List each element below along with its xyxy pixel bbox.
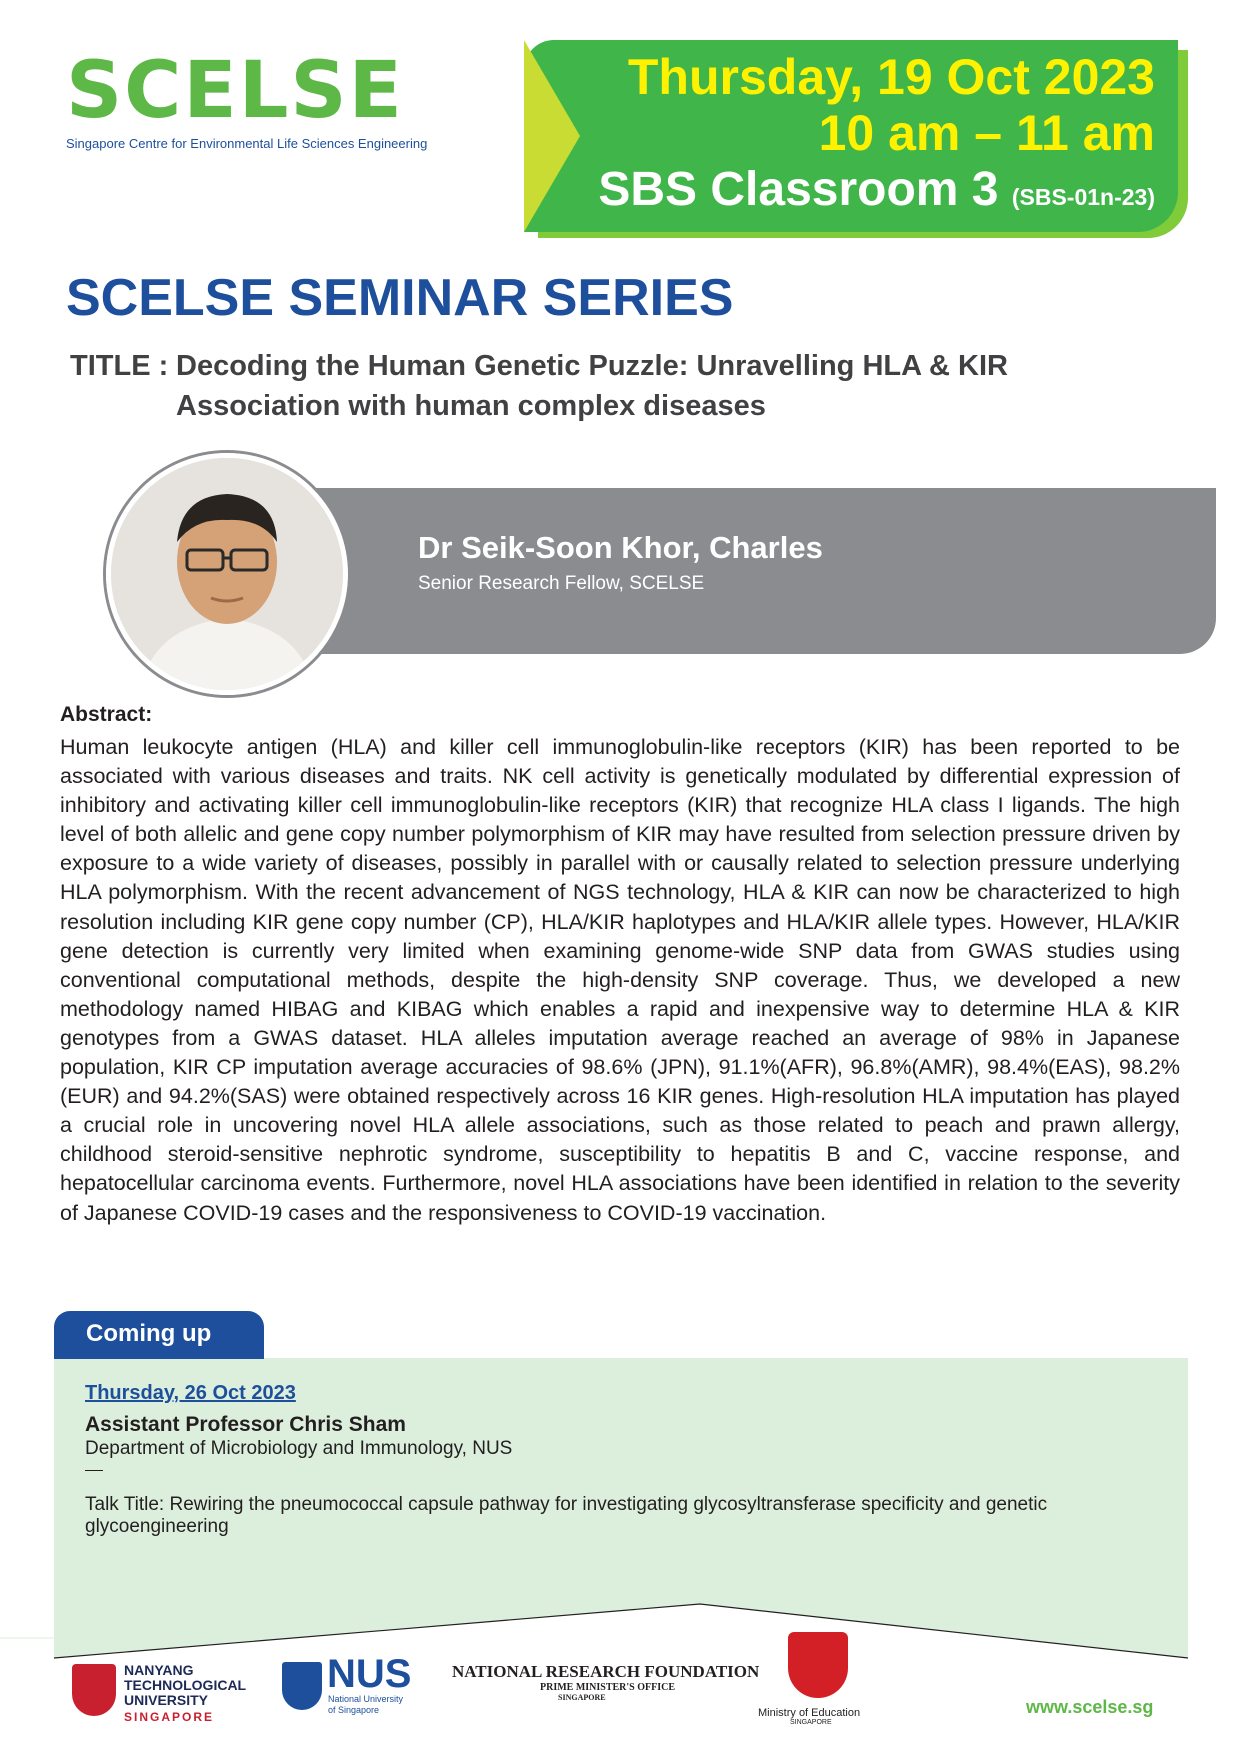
abstract-heading: Abstract: [60, 703, 153, 726]
scelse-logo-subtitle: Singapore Centre for Environmental Life Sciences Engineering [66, 136, 428, 151]
event-venue-name: SBS Classroom 3 [598, 163, 999, 216]
nus-logo-sub-2: of Singapore [328, 1705, 380, 1715]
ntu-crest-icon [72, 1664, 116, 1716]
event-venue [598, 163, 1155, 216]
next-seminar-department: Department of Microbiology and Immunology, NUS [85, 1438, 513, 1459]
website-link[interactable]: www.scelse.sg [1026, 1697, 1154, 1717]
abstract-body: Human leukocyte antigen (HLA) and killer cell immunoglobulin-like receptors (KIR) has been reported to be associated with various diseases and traits. NK cell activity is genetically modulated by differential expression of inhibitory and activating killer cell immunoglobulin-like receptors (KIR) that recognize HLA class I ligands. The high level of both allelic and gene copy number polymorphism of KIR may have resulted from selection pressure driven by exposure to a wide variety of diseases, possibly in parallel with or causally related to selection pressure underlying HLA polymorphism. With the recent advancement of NGS technology, HLA & KIR can now be characterized to high resolution including KIR gene copy number (CP), HLA/KIR haplotypes and HLA/KIR allele types. However, HLA/KIR gene detection is currently very limited when examining genome-wide SNP data from GWAS studies using conventional computational methods, despite the high-density SNP coverage. Thus, we developed a new methodology named HIBAG and KIBAG which enables a rapid and inexpensive way to determine HLA & KIR genotypes from a GWAS dataset. HLA alleles imputation average reached an average of 98% in Japanese population, KIR CP imputation average accuracies of 98.6% (JPN), 91.1%(AFR), 96.8%(AMR), 98.4%(EAS), 98.2%(EUR) and 94.2%(SAS) were obtained respectively across 16 KIR genes. High-resolution HLA imputation has played a crucial role in uncovering novel HLA allele associations, such as those related to peach and prawn allergy, childhood steroid-sensitive nephrotic syndrome, susceptibility to hepatitis B and C, vaccine response, and hepatocellular carcinoma events. Furthermore, novel HLA associations have been identified in relation to the severity of Japanese COVID-19 cases and the responsiveness to COVID-19 vaccination. [60, 735, 1180, 1225]
series-title: SCELSE SEMINAR SERIES [66, 269, 734, 327]
event-venue-code: (SBS-01n-23) [1011, 184, 1155, 210]
footer-wave [0, 1600, 1241, 1670]
ntu-logo-line-4: SINGAPORE [124, 1710, 215, 1724]
next-seminar-speaker: Assistant Professor Chris Sham [85, 1413, 406, 1436]
scelse-logo: SCELSE [66, 46, 404, 136]
nrf-office: PRIME MINISTER'S OFFICE [540, 1682, 676, 1693]
nus-logo-sub-1: National University [328, 1694, 404, 1704]
speaker-photo [106, 453, 348, 695]
nrf-logo: NATIONAL RESEARCH FOUNDATION [452, 1662, 760, 1681]
speaker-portrait-icon [111, 458, 343, 690]
coming-up-label: Coming up [86, 1320, 212, 1347]
talk-title-line-1: Decoding the Human Genetic Puzzle: Unravelling HLA & KIR [176, 350, 1008, 382]
moe-logo: Ministry of Education [758, 1707, 861, 1719]
divider [85, 1470, 103, 1471]
speaker-band [300, 488, 1216, 654]
event-time: 10 am – 11 am [818, 105, 1155, 161]
talk-title-label: TITLE : [70, 350, 169, 382]
banner-arrow-icon [524, 40, 580, 232]
speaker-name: Dr Seik-Soon Khor, Charles [418, 530, 823, 565]
ntu-logo-line-3: UNIVERSITY [124, 1692, 209, 1708]
nrf-country: SINGAPORE [558, 1693, 606, 1702]
ntu-logo-line-2: TECHNOLOGICAL [124, 1677, 247, 1693]
next-seminar-date: Thursday, 26 Oct 2023 [85, 1382, 296, 1404]
event-date: Thursday, 19 Oct 2023 [627, 49, 1155, 105]
next-seminar-talk-title: Talk Title: Rewiring the pneumococcal capsule pathway for investigating glycosyltransferase specificity and genetic glycoengineering [85, 1494, 1048, 1537]
nus-crest-icon [282, 1662, 322, 1710]
speaker-role: Senior Research Fellow, SCELSE [418, 573, 705, 594]
talk-title-line-2: Association with human complex diseases [176, 390, 766, 422]
moe-country: SINGAPORE [790, 1719, 832, 1726]
nus-logo: NUS [327, 1652, 412, 1696]
moe-crest-icon [788, 1632, 848, 1698]
ntu-logo-line-1: NANYANG [124, 1662, 194, 1678]
